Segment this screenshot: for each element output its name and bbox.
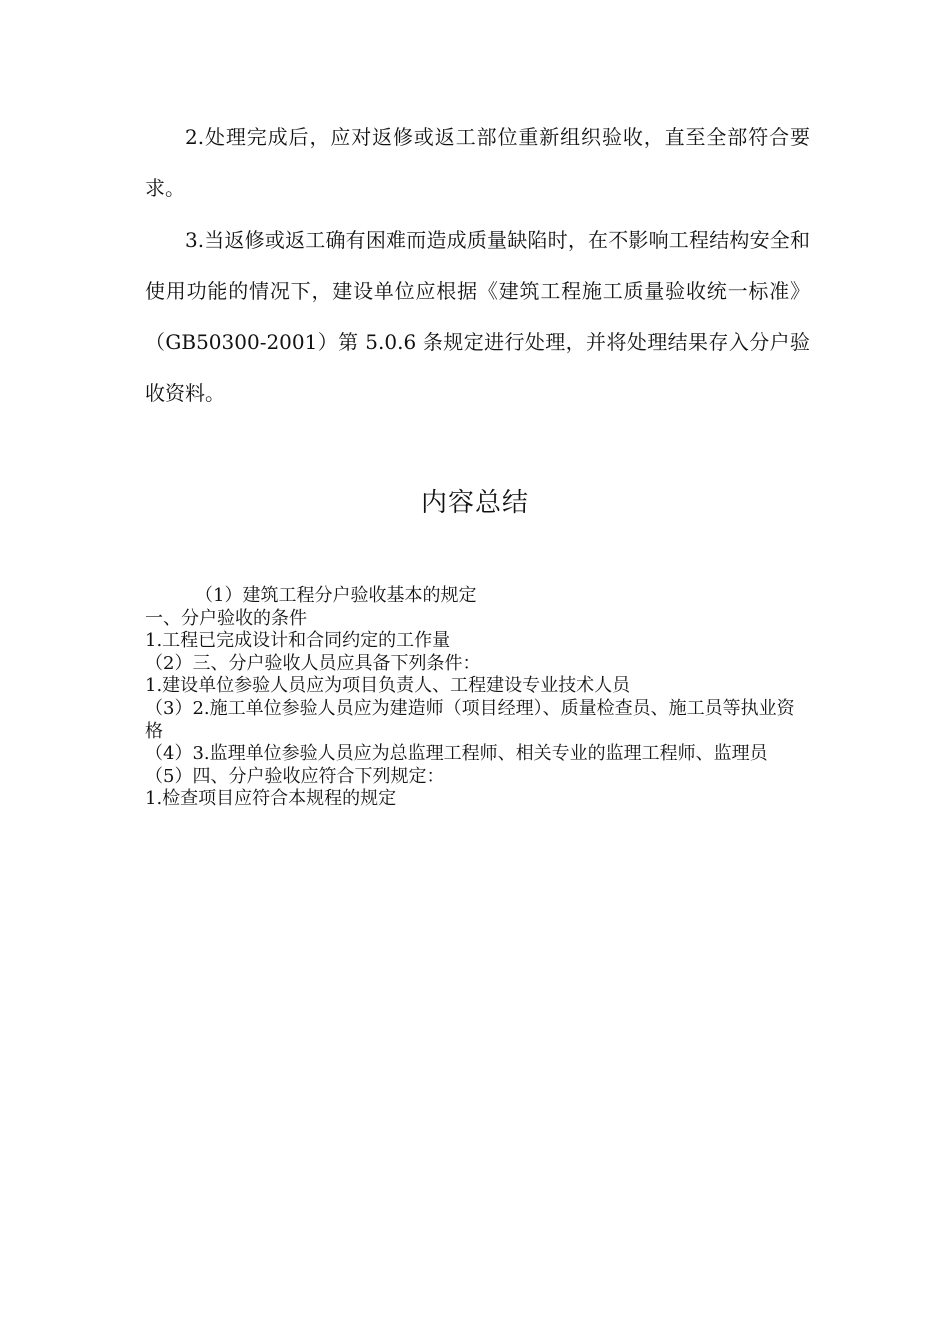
summary-list	[145, 585, 810, 811]
body-paragraph-rework-acceptance: 2.处理完成后，应对返修或返工部位重新组织验收，直至全部符合要求。	[145, 125, 810, 200]
summary-line: （4）3.监理单位参验人员应为总监理工程师、相关专业的监理工程师、监理员	[145, 743, 768, 765]
summary-title: 内容总结	[420, 488, 529, 518]
summary-line: （5）四、分户验收应符合下列规定：	[145, 765, 445, 787]
summary-line: （2）三、分户验收人员应具备下列条件：	[145, 652, 481, 674]
summary-line: 1.工程已完成设计和合同约定的工作量	[145, 630, 451, 652]
body-paragraph-quality-defect: 3.当返修或返工确有困难而造成质量缺陷时，在不影响工程结构安全和使用功能的情况下，建设单位应根据《建筑工程施工质量验收统一标准》（GB50300-2001）第 5.0.6 条规定进行处理，并将处理结果存入分户验收资料。	[145, 228, 810, 405]
summary-line: 一、分户验收的条件	[145, 607, 307, 629]
summary-line: （1）建筑工程分户验收基本的规定	[195, 585, 477, 606]
summary-line: （3）2.施工单位参验人员应为建造师（项目经理）、质量检查员、施工员等执业资格	[145, 697, 795, 742]
summary-line: 1.检查项目应符合本规程的规定	[145, 788, 397, 810]
summary-line: 1.建设单位参验人员应为项目负责人、工程建设专业技术人员	[145, 675, 631, 697]
